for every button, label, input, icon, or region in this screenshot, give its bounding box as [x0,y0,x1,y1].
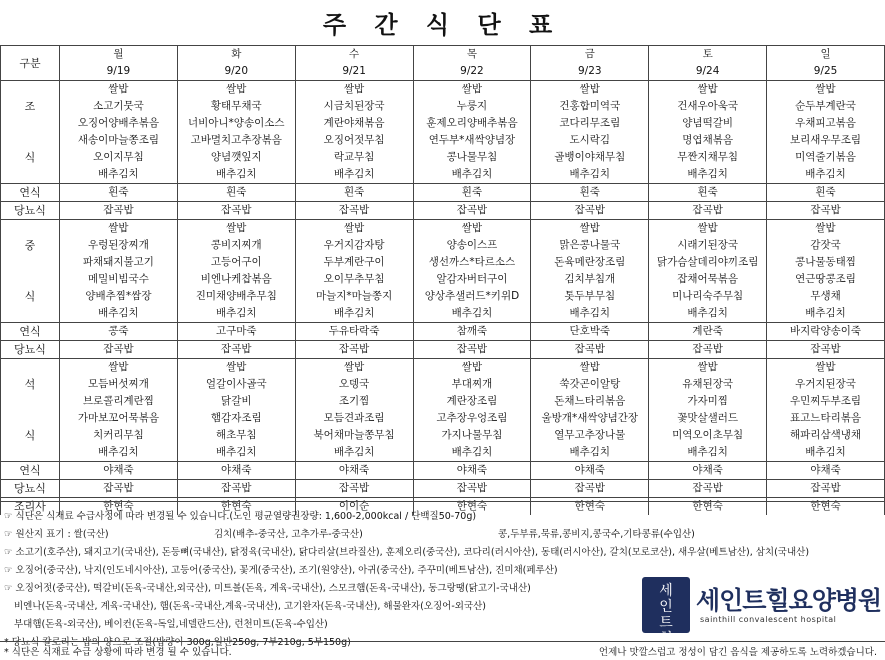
meal-row [1,81,885,99]
menu-cell: 잡곡밥 [413,202,531,220]
row-label [1,132,60,149]
note-origin-seafood: ☞ 오징어(중국산), 낙지(인도네시아산), 고등어(중국산), 꽃게(중국산), 조기(원양산), 아귀(중국산), 주꾸미(베트남산), 진미채(페루산) [4,565,558,576]
menu-cell: 비엔나케찹볶음 [177,271,295,288]
menu-cell: 야채죽 [60,462,178,480]
row-label: 식 [1,149,60,166]
menu-cell: 도시락김 [531,132,649,149]
soft-diet-row [1,462,885,480]
menu-cell: 흰죽 [295,184,413,202]
menu-cell: 해파리삼색냉채 [767,427,885,444]
header-date: 9/19 [60,63,178,81]
menu-cell: 흰죽 [649,184,767,202]
menu-cell: 톳두부무침 [531,288,649,305]
menu-cell: 마늘지*마늘쫑지 [295,288,413,305]
menu-cell: 닭가슴살데리야끼조림 [649,254,767,271]
menu-cell: 고바멸치고추장볶음 [177,132,295,149]
menu-cell: 잡곡밥 [649,202,767,220]
menu-cell: 배추김치 [767,305,885,323]
menu-cell: 모듬버섯찌개 [60,376,178,393]
menu-cell: 배추김치 [531,444,649,462]
menu-cell: 쑥갓곤이알탕 [531,376,649,393]
header-day: 토 [649,46,767,63]
row-label: 석 [1,376,60,393]
meal-row [1,271,885,288]
menu-cell: 소고기뭇국 [60,98,178,115]
menu-cell: 치커리무침 [60,427,178,444]
menu-cell: 배추김치 [531,166,649,184]
menu-cell: 배추김치 [413,444,531,462]
row-label: 조리사 [1,498,60,516]
footer-left-note: * 식단은 식재료 수급 상황에 따라 변경 될 수 있습니다. [4,647,232,658]
row-label: 조 [1,98,60,115]
row-label [1,81,60,99]
menu-cell: 락교무침 [295,149,413,166]
note-origin-processed-2: 비엔나(돈육-국내산, 계육-국내산), 햄(돈육-국내산,계육-국내산), 고기완자(돈육-국내산), 해물완자(오징어-외국산) [14,601,487,612]
diabetic-diet-row [1,480,885,498]
menu-cell: 쌀밥 [767,81,885,99]
menu-cell: 쌀밥 [649,81,767,99]
header-date: 9/22 [413,63,531,81]
menu-cell: 우채피고볶음 [767,115,885,132]
footer-slogan: 언제나 맛깔스럽고 정성이 담긴 음식을 제공하도록 노력하겠습니다. [598,647,877,658]
hospital-logo [642,577,882,647]
logo-mark-icon [642,577,690,647]
menu-cell: 코다리무조림 [531,115,649,132]
menu-cell: 무짠지채무침 [649,149,767,166]
weekly-menu-table [0,46,885,515]
menu-cell: 오징어젓무침 [295,132,413,149]
menu-cell: 쌀밥 [295,359,413,377]
header-day: 금 [531,46,649,63]
meal-row [1,376,885,393]
menu-cell: 오뎅국 [295,376,413,393]
meal-row [1,220,885,238]
menu-cell: 우거지감자탕 [295,237,413,254]
row-label: 중 [1,237,60,254]
menu-cell: 잡곡밥 [295,202,413,220]
menu-cell: 양상추샐러드*키위D [413,288,531,305]
menu-cell: 콩나물동태찜 [767,254,885,271]
menu-cell: 쌀밥 [413,359,531,377]
row-label: 당뇨식 [1,480,60,498]
menu-cell: 명엽채볶음 [649,132,767,149]
row-label: 연식 [1,184,60,202]
menu-cell: 배추김치 [295,444,413,462]
menu-cell: 배추김치 [177,305,295,323]
menu-cell: 참깨죽 [413,323,531,341]
menu-cell: 한현숙 [177,498,295,516]
menu-cell: 콩죽 [60,323,178,341]
soft-diet-row [1,323,885,341]
menu-cell: 잡곡밥 [60,480,178,498]
meal-row [1,427,885,444]
menu-cell: 잡곡밥 [295,480,413,498]
menu-cell: 파채돼지불고기 [60,254,178,271]
meal-row [1,254,885,271]
note-diabetic: * 당뇨식 칼로리는 밥의 양으로 조절(밥량이 300g,일반250g, 7부210g, 5부150g) [4,637,351,648]
menu-cell: 야채죽 [649,462,767,480]
row-label [1,271,60,288]
note-origin-bean: 콩,두부류,묵류,콩비지,콩국수,기타콩류(수입산) [498,529,695,540]
menu-cell: 맑은콩나물국 [531,237,649,254]
menu-cell: 오이지무침 [60,149,178,166]
menu-cell: 배추김치 [767,166,885,184]
menu-cell: 감잣국 [767,237,885,254]
menu-cell: 배추김치 [295,305,413,323]
menu-cell: 양념떡갈비 [649,115,767,132]
row-label [1,359,60,377]
note-origin-kimchi: 김치(배추-중국산, 고추가루-중국산) [214,529,363,540]
note-origin-meat: ☞ 소고기(호주산), 돼지고기(국내산), 돈등뼈(국내산), 닭정육(국내산), 닭다리살(브라질산), 훈제오리(중국산), 코다리(러시아산), 동태(러시아산), 갈치(모로코산), 새우살(베트남산), 삼치(국내산) [4,547,810,558]
row-label: 연식 [1,323,60,341]
row-label [1,305,60,323]
menu-cell: 배추김치 [60,444,178,462]
menu-cell: 콩비지찌개 [177,237,295,254]
menu-cell: 잡곡밥 [531,341,649,359]
header-date: 9/25 [767,63,885,81]
menu-cell: 브로콜리계란찜 [60,393,178,410]
row-label [1,254,60,271]
note-origin-rice: ☞ 원산지 표기 : 쌀(국산) [4,529,109,540]
menu-cell: 쌀밥 [177,81,295,99]
menu-cell: 잡곡밥 [413,480,531,498]
menu-cell: 쌀밥 [649,359,767,377]
menu-cell: 야채죽 [531,462,649,480]
menu-cell: 잡곡밥 [649,341,767,359]
menu-cell: 잡곡밥 [767,202,885,220]
row-label: 당뇨식 [1,341,60,359]
menu-cell: 닭갈비 [177,393,295,410]
menu-cell: 쌀밥 [60,220,178,238]
menu-cell: 미역줄기볶음 [767,149,885,166]
menu-cell: 건홍합미역국 [531,98,649,115]
menu-cell: 잡곡밥 [60,202,178,220]
header-day: 화 [177,46,295,63]
header-day: 월 [60,46,178,63]
menu-cell: 북어채마늘쫑무침 [295,427,413,444]
menu-cell: 연두부*새싹양념장 [413,132,531,149]
header-date: 9/21 [295,63,413,81]
menu-cell: 두부계란구이 [295,254,413,271]
menu-cell: 배추김치 [295,166,413,184]
menu-cell: 두유타락죽 [295,323,413,341]
menu-cell: 배추김치 [177,444,295,462]
meal-row [1,288,885,305]
meal-row [1,444,885,462]
header-label: 구분 [1,46,60,81]
menu-cell: 콩나물무침 [413,149,531,166]
footer-bar [0,641,885,660]
menu-cell: 가마보꼬어묵볶음 [60,410,178,427]
menu-cell: 잡곡밥 [295,341,413,359]
menu-cell: 꽃맛살샐러드 [649,410,767,427]
logo-mark-char: 트 [659,615,673,631]
menu-cell: 잡곡밥 [60,341,178,359]
menu-cell: 부대찌개 [413,376,531,393]
header-date-row [1,63,885,81]
menu-cell: 우렁된장찌개 [60,237,178,254]
menu-cell: 해초무침 [177,427,295,444]
menu-cell: 흰죽 [413,184,531,202]
menu-cell: 잡곡밥 [177,202,295,220]
menu-cell: 양념깻잎지 [177,149,295,166]
menu-cell: 잡곡밥 [649,480,767,498]
menu-cell: 계란야채볶음 [295,115,413,132]
menu-cell: 흰죽 [767,184,885,202]
menu-cell: 생선까스*타르소스 [413,254,531,271]
menu-cell: 야채죽 [767,462,885,480]
menu-cell: 시금치된장국 [295,98,413,115]
menu-cell: 조기찜 [295,393,413,410]
menu-cell: 배추김치 [649,166,767,184]
menu-cell: 메밀비빔국수 [60,271,178,288]
menu-cell: 계란장조림 [413,393,531,410]
meal-row [1,393,885,410]
menu-cell: 배추김치 [413,166,531,184]
menu-cell: 배추김치 [649,444,767,462]
menu-cell: 배추김치 [177,166,295,184]
menu-cell: 모듬견과조림 [295,410,413,427]
menu-cell: 쌀밥 [60,81,178,99]
row-label [1,115,60,132]
menu-cell: 고구마죽 [177,323,295,341]
header-date: 9/23 [531,63,649,81]
menu-cell: 배추김치 [60,166,178,184]
menu-cell: 야채죽 [413,462,531,480]
menu-cell: 너비아니*양송이소스 [177,115,295,132]
menu-cell: 야채죽 [295,462,413,480]
header-day-row [1,46,885,63]
row-label: 당뇨식 [1,202,60,220]
logo-name: 세인트힐요양병원 [696,586,882,615]
menu-cell: 잡곡밥 [531,480,649,498]
logo-subtitle: sainthill convalescent hospital [700,615,837,624]
menu-cell: 누룽지 [413,98,531,115]
menu-cell: 진미채양배추무침 [177,288,295,305]
menu-cell: 배추김치 [767,444,885,462]
menu-cell: 쌀밥 [413,220,531,238]
row-label [1,220,60,238]
menu-cell: 배추김치 [413,305,531,323]
menu-cell: 야채죽 [177,462,295,480]
header-date: 9/20 [177,63,295,81]
meal-row [1,359,885,377]
note-calorie: ☞ 식단은 식재료 수급사정에 따라 변경될 수 있습니다.(노인 평균열량권장량: 1,600-2,000kcal / 단백질50-70g) [4,511,477,522]
header-day: 수 [295,46,413,63]
menu-cell: 가자미찜 [649,393,767,410]
meal-row [1,166,885,184]
menu-cell: 햄감자조림 [177,410,295,427]
menu-cell: 이이순 [295,498,413,516]
menu-cell: 잡곡밥 [767,341,885,359]
menu-cell: 우거지된장국 [767,376,885,393]
menu-cell: 잡곡밥 [413,341,531,359]
menu-cell: 쌀밥 [649,220,767,238]
menu-cell: 쌀밥 [177,220,295,238]
menu-cell: 김치부침개 [531,271,649,288]
menu-cell: 한현숙 [60,498,178,516]
menu-cell: 알감자버터구이 [413,271,531,288]
meal-row [1,237,885,254]
meal-row [1,149,885,166]
menu-cell: 배추김치 [60,305,178,323]
menu-cell: 무생채 [767,288,885,305]
diabetic-diet-row [1,202,885,220]
menu-cell: 흰죽 [60,184,178,202]
menu-cell: 우민찌두부조림 [767,393,885,410]
menu-cell: 연근땅콩조림 [767,271,885,288]
menu-cell: 단호박죽 [531,323,649,341]
note-origin-processed-3: 부대햄(돈육-외국산), 베이컨(돈육-독일,네델란드산), 런천미트(돈육-수입산) [14,619,328,630]
page-title: 주 간 식 단 표 [0,0,885,46]
menu-cell: 한현숙 [413,498,531,516]
menu-cell: 바지락양송이죽 [767,323,885,341]
logo-mark-char: 인 [659,599,673,615]
menu-cell: 계란죽 [649,323,767,341]
row-label [1,393,60,410]
row-label [1,166,60,184]
menu-cell: 열무고추장나물 [531,427,649,444]
menu-cell: 잡곡밥 [177,480,295,498]
meal-row [1,115,885,132]
menu-cell: 양송이스프 [413,237,531,254]
menu-cell: 표고느타리볶음 [767,410,885,427]
menu-cell: 울방개*새싹양념간장 [531,410,649,427]
menu-cell: 가지나물무침 [413,427,531,444]
menu-cell: 시래기된장국 [649,237,767,254]
menu-cell: 건새우아욱국 [649,98,767,115]
header-day: 일 [767,46,885,63]
menu-cell: 쌀밥 [295,220,413,238]
menu-cell: 쌀밥 [60,359,178,377]
menu-cell: 잡곡밥 [177,341,295,359]
row-label [1,410,60,427]
menu-cell: 보리새우무조림 [767,132,885,149]
menu-cell: 잡곡밥 [531,202,649,220]
menu-cell: 배추김치 [649,305,767,323]
menu-cell: 쌀밥 [295,81,413,99]
menu-cell: 흰죽 [531,184,649,202]
meal-row [1,305,885,323]
header-date: 9/24 [649,63,767,81]
header-day: 목 [413,46,531,63]
menu-cell: 쌀밥 [531,81,649,99]
soft-diet-row [1,184,885,202]
menu-cell: 쌀밥 [177,359,295,377]
menu-cell: 얼갈이사골국 [177,376,295,393]
menu-cell: 잡채어묵볶음 [649,271,767,288]
logo-mark-char: 세 [659,583,673,599]
meal-row [1,98,885,115]
menu-cell: 미나리숙주무침 [649,288,767,305]
row-label: 연식 [1,462,60,480]
meal-row [1,132,885,149]
menu-cell: 한현숙 [767,498,885,516]
menu-cell: 쌀밥 [413,81,531,99]
menu-cell: 오이무추무침 [295,271,413,288]
menu-cell: 한현숙 [649,498,767,516]
menu-cell: 배추김치 [531,305,649,323]
menu-cell: 돈채느타리볶음 [531,393,649,410]
note-origin-processed: ☞ 오징어젓(중국산), 떡갈비(돈육-국내산,외국산), 미트볼(돈육, 계육-국내산), 스모크햄(돈육-국내산), 동그랑땡(닭고기-국내산) [4,583,531,594]
menu-cell: 골뱅이야채무침 [531,149,649,166]
menu-cell: 유채된장국 [649,376,767,393]
menu-cell: 훈제오리양배추볶음 [413,115,531,132]
menu-cell: 황태무채국 [177,98,295,115]
menu-cell: 새송이마늘쫑조림 [60,132,178,149]
menu-cell: 흰죽 [177,184,295,202]
menu-cell: 잡곡밥 [767,480,885,498]
logo-mark-char: 힐 [659,631,673,647]
menu-cell: 순두부계란국 [767,98,885,115]
menu-cell: 쌀밥 [767,359,885,377]
menu-cell: 쌀밥 [531,359,649,377]
menu-cell: 양배추찜*쌈장 [60,288,178,305]
menu-cell: 한현숙 [531,498,649,516]
row-label [1,444,60,462]
menu-cell: 고추장우엉조림 [413,410,531,427]
menu-cell: 오징어양배추볶음 [60,115,178,132]
menu-cell: 쌀밥 [767,220,885,238]
menu-cell: 돈육메란장조림 [531,254,649,271]
menu-cell: 쌀밥 [531,220,649,238]
row-label: 식 [1,427,60,444]
menu-cell: 미역오이초무침 [649,427,767,444]
row-label: 식 [1,288,60,305]
menu-cell: 고등어구이 [177,254,295,271]
diabetic-diet-row [1,341,885,359]
meal-row [1,410,885,427]
